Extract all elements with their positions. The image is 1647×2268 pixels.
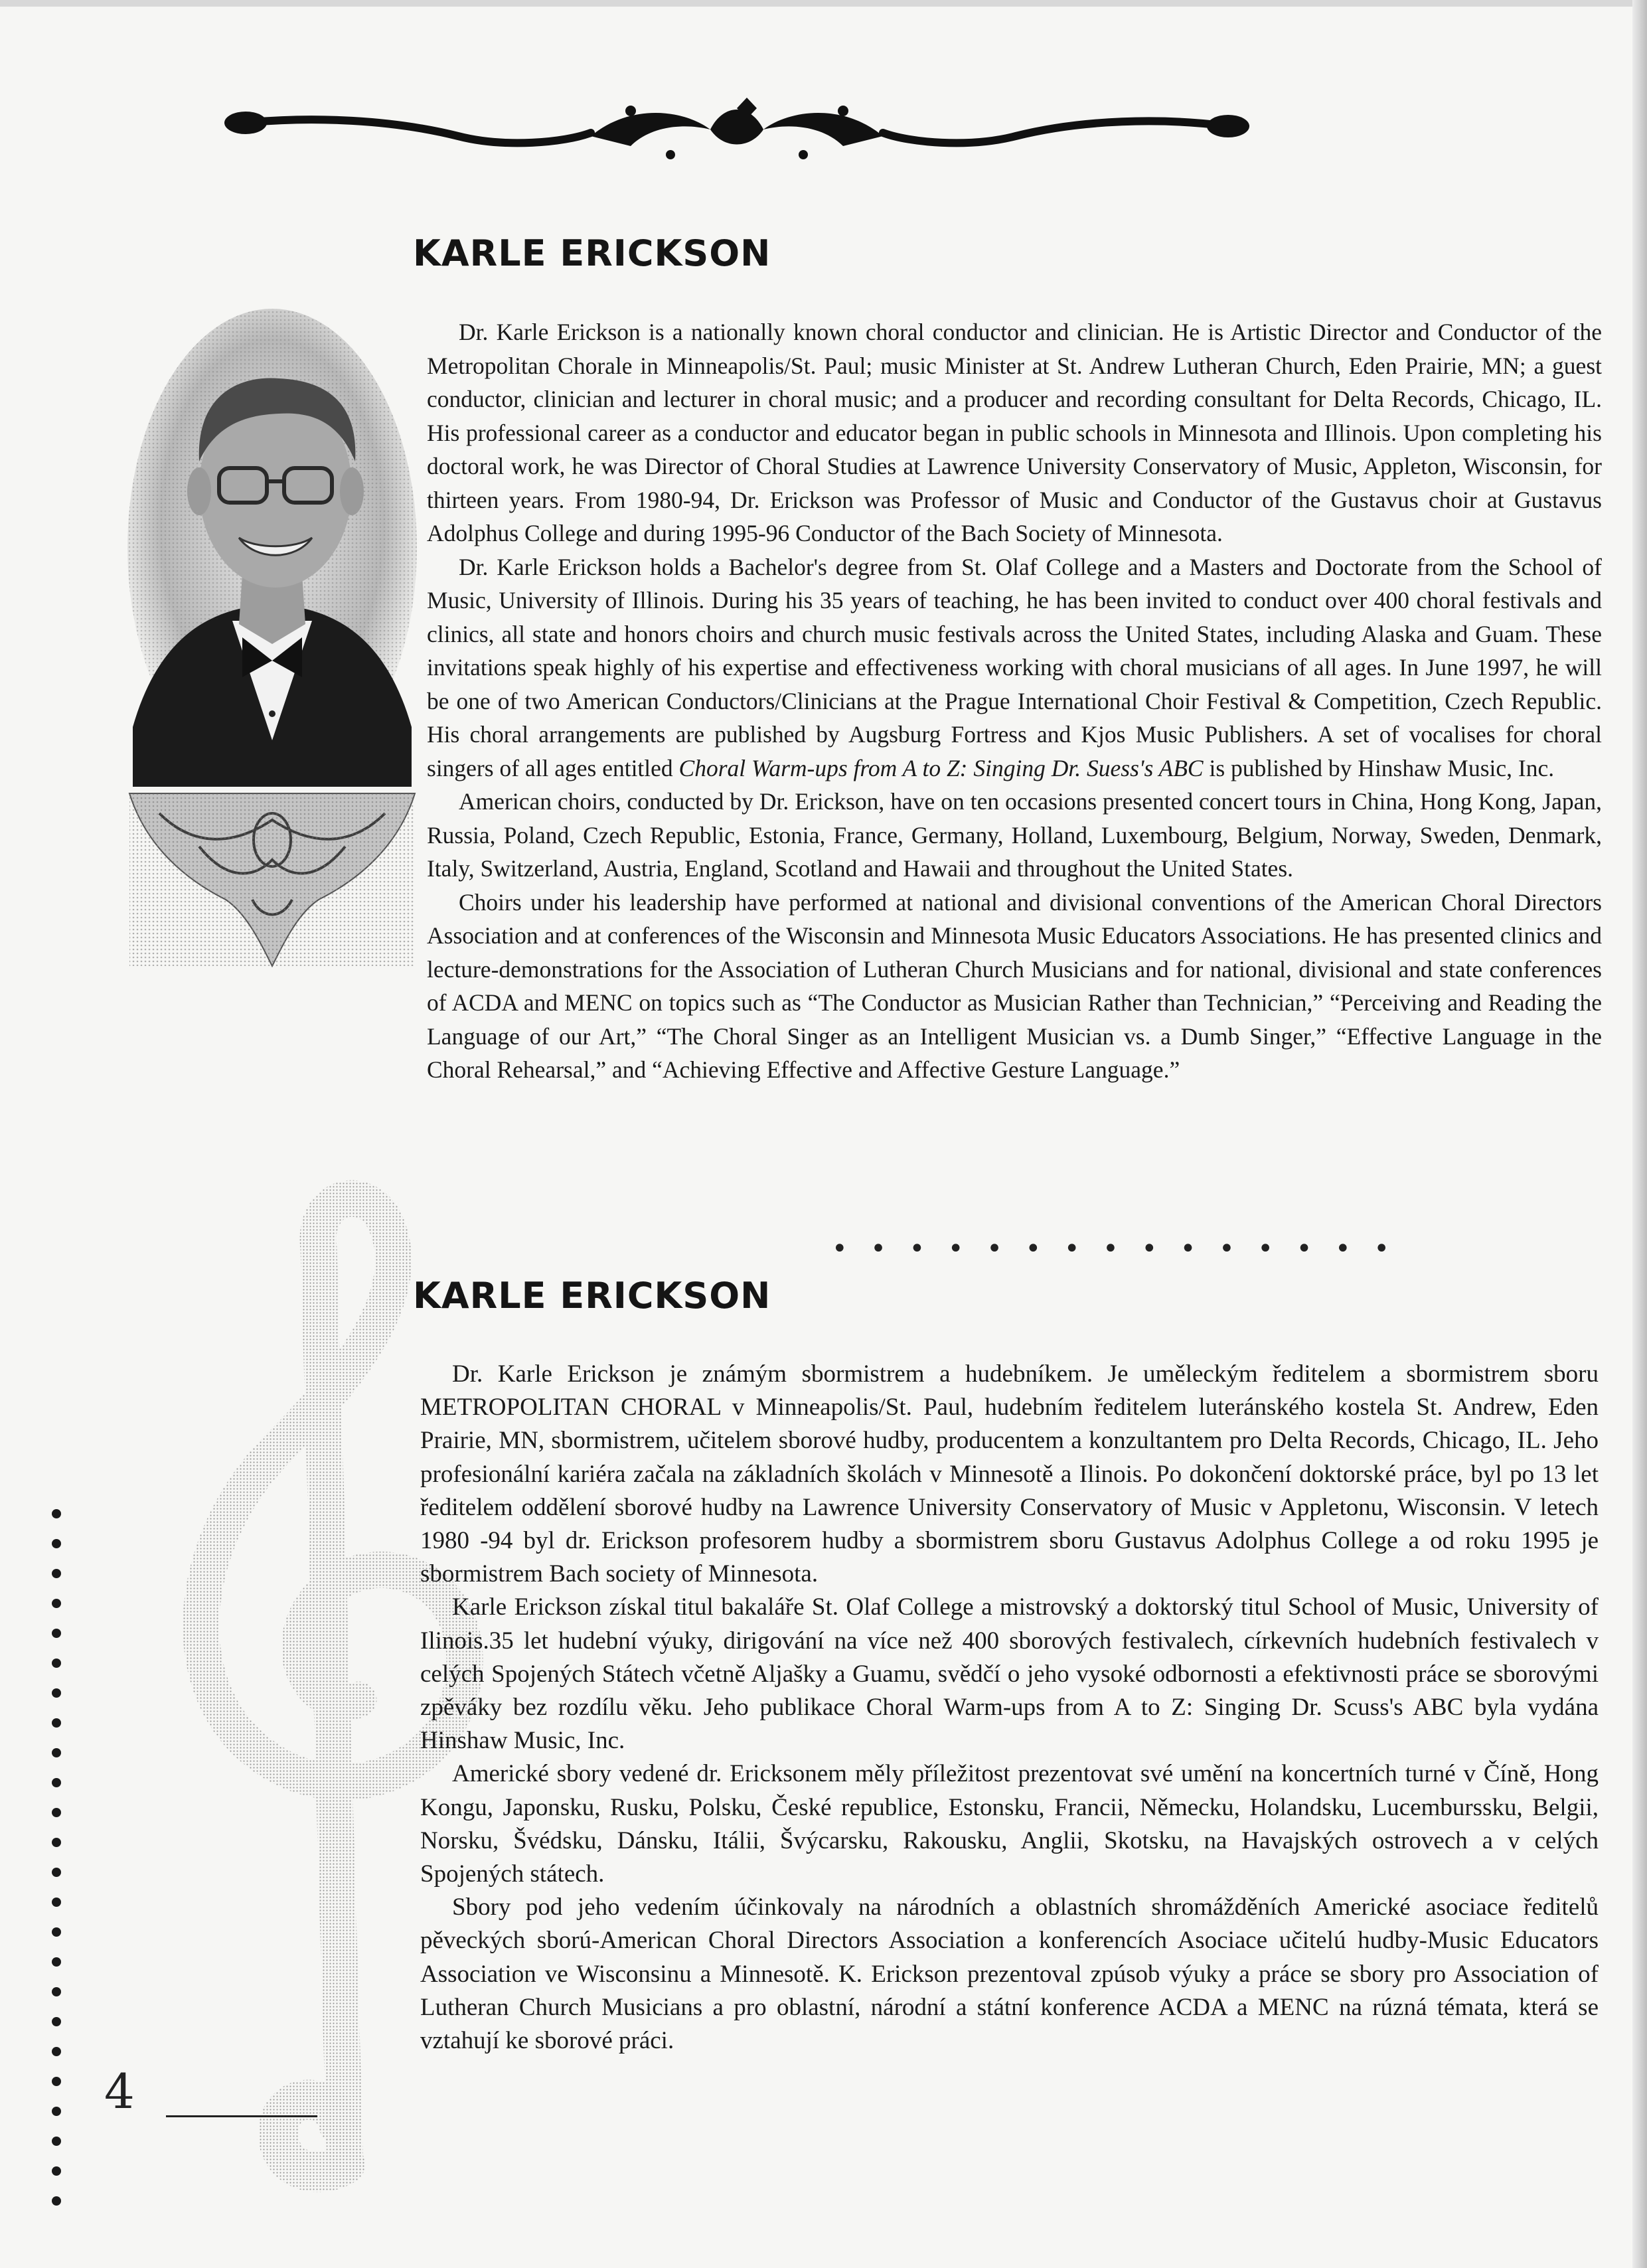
vertical-dot-border [46,1507,66,2211]
biography-english [427,315,1602,1087]
section-divider: • • • • • • • • • • • • • • • [832,1234,1397,1264]
bio-paragraph-text: Dr. Karle Erickson holds a Bachelor's degree from St. Olaf College and a Masters and Doctorate from the School of Music, University of Illinois. During his 35 years of teaching, he has been invited to conduct over 400 choral festivals and clinics, all state and honors choirs and church music festivals across the United States, including Alaska and Guam. These invitations speak highly of his expertise and effectiveness working with choral musicians of all ages. In June 1997, he will be one of two American Conductors/Clinicians at the Prague International Choir Festival & Competition, Czech Republic. His choral arrangements are published by Augsburg Fortress and Kjos Music Publishers. A set of vocalises for choral singers of all ages entitled [427,553,1602,781]
section-title-czech: KARLE ERICKSON [413,1275,771,1317]
biography-czech [420,1358,1599,2058]
bio-paragraph: American choirs, conducted by Dr. Erickson, have on ten occasions presented concert tours in China, Hong Kong, Japan, Russia, Poland, Czech Republic, Estonia, France, Germany, Holland, Luxembourg, Belgium, Norway, Sweden, Denmark, Italy, Switzerland, Austria, England, Scotland and Hawaii and throughout the United States. [427,788,1602,882]
bio-paragraph: Dr. Karle Erickson is a nationally known choral conductor and clinician. He is Artistic Director and Conductor of the Metropolitan Chorale in Minneapolis/St. Paul; music Minister at St. Andrew Lutheran Church, Eden Prairie, MN; a guest conductor, clinician and lecturer in choral music; and a producer and recording consultant for Delta Records, Chicago, IL. His professional career as a conductor and educator began in public schools in Minnesota and Illinois. Upon completing his doctoral work, he was Director of Choral Studies at Lawrence University Conservatory of Music, Appleton, Wisconsin, for thirteen years. From 1980-94, Dr. Erickson was Professor of Music and Conductor of the Gustavus choir at Gustavus Adolphus College and during 1995-96 Conductor of the Bach Society of Minnesota. [427,319,1602,546]
bio-paragraph: Choirs under his leadership have performed at national and divisional conventions of the American Choral Directors Association and at conferences of the Wisconsin and Minnesota Music Educators Associations. He has presented clinics and lecture-demonstrations for the Association of Lutheran Church Musicians and for national, divisional and state conferences of ACDA and MENC on topics such as “The Conductor as Musician Rather than Technician,” “Perceiving and Reading the Language of our Art,” “The Choral Singer as an Intelligent Musician vs. a Dumb Singer,” “Effective Language in the Choral Rehearsal,” and “Achieving Effective and Affective Gesture Language.” [427,888,1602,1083]
bio-paragraph: Dr. Karle Erickson je známým sbormistrem a hudebníkem. Je uměleckým ředitelem a sbormistrem sboru METROPOLITAN CHORAL v Minneapolis/St. Paul, hudebním ředitelem luteránského kostela St. Andrew, Eden Prairie, MN, sbormistrem, učitelem sborové hudby, producentem a konzultantem pro Delta Records, Chicago, IL. Jeho profesionální kariéra začala na základních školách v Minnesotě a Ilinois. Po dokončení doktorské práce, byl po 13 let ředitelem oddělení sborové hudby na Lawrence University Conservatory of Music v Appletonu, Wisconsin. V letech 1980 -94 byl dr. Erickson profesorem hudby a sbormistrem sboru Gustavus Adolphus College a od roku 1995 je sbormistrem Bach society of Minnesota. [420,1360,1599,1588]
section-title-english: KARLE ERICKSON [413,232,771,274]
bio-paragraph: Sbory pod jeho vedením účinkovaly na národních a oblastních shromážděních Americké asociace ředitelů pěveckých sború-American Choral Directors Association a konferencích Asociace učitelú hudby-Music Educators Association ve Wisconsinu a Minnesotě. K. Erickson prezentoval zpúsob výuky a práce se sbory pro Association of Lutheran Church Musicians a pro oblastní, národní a státní konference ACDA a MENC na rúzná témata, která se vztahují ke sborové práci. [420,1894,1599,2055]
page-number: 4 [104,2064,135,2119]
bio-paragraph: Karle Erickson získal titul bakaláře St. Olaf College a mistrovský a doktorský titul School of Music, University of Ilinois.35 let hudební výuky, dirigování na více než 400 sborových festivalech, církevních hudebních festivalech v celých Spojených Státech včetně Aljašky a Guamu, svědčí o jeho vysoké odbornosti a efektivnosti práce se sborovými zpěváky bez rozdílu věku. Jeho publikace Choral Warm-ups from A to Z: Singing Dr. Scuss's ABC byla vydána Hinshaw Music, Inc. [420,1593,1599,1755]
bio-paragraph: Americké sbory vedené dr. Ericksonem měly příležitost prezentovat své umění na koncertních turné v Číně, Hong Kongu, Japonsku, Rusku, Polsku, České republice, Estonsku, Francii, Německu, Holandsku, Lucemburssku, Belgii, Norsku, Švédsku, Dánsku, Itálii, Švýcarsku, Rakousku, Anglii, Skotsku, na Havajských ostrovech a v celých Spojených státech. [420,1760,1599,1888]
ornamental-flourish [219,96,1255,163]
portrait-photo [119,262,425,979]
bio-paragraph [427,550,1602,785]
bio-paragraph-tail: is published by Hinshaw Music, Inc. [1203,754,1555,781]
book-title: Choral Warm-ups from A to Z: Singing Dr. Suess's ABC [678,754,1204,781]
page-edge [0,0,1647,7]
page-number-rule [166,2115,317,2117]
page-binding-shadow [1632,0,1647,2268]
